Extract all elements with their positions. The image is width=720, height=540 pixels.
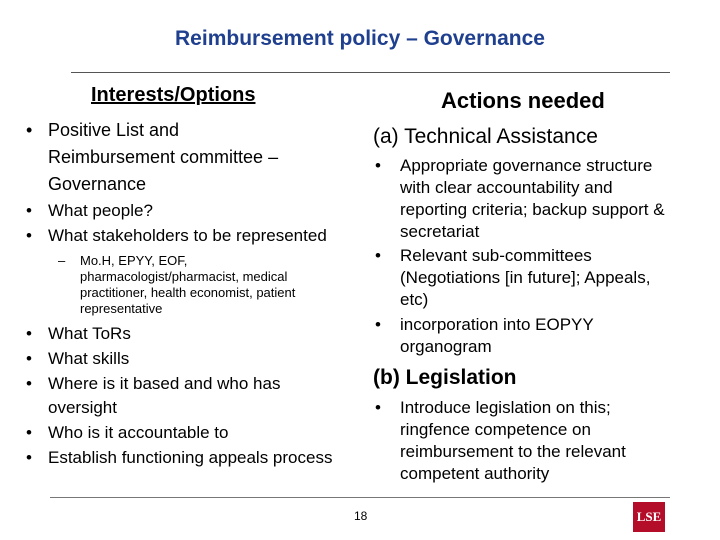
bullet: • — [26, 120, 33, 140]
item-line: ringfence competence on — [400, 420, 591, 439]
page-title: Reimbursement policy – Governance — [175, 27, 545, 50]
item-line: with clear accountability and — [400, 178, 613, 197]
item-line: What stakeholders to be represented — [48, 226, 327, 245]
bullet: • — [26, 349, 32, 368]
bullet: • — [375, 246, 381, 265]
lse-logo: LSE — [633, 502, 665, 532]
bullet: • — [26, 374, 32, 393]
item-line: pharmacologist/pharmacist, medical — [80, 269, 288, 284]
item-line: oversight — [48, 398, 117, 417]
item-line: reimbursement to the relevant — [400, 442, 626, 461]
bullet: • — [375, 315, 381, 334]
bullet: • — [26, 324, 32, 343]
bullet: • — [26, 226, 32, 245]
item-line: (Negotiations [in future]; Appeals, — [400, 268, 651, 287]
item-line: reporting criteria; backup support & — [400, 200, 665, 219]
item-line: Appropriate governance structure — [400, 156, 653, 175]
item-line: What skills — [48, 349, 130, 368]
page-number: 18 — [354, 509, 368, 523]
item-line: organogram — [400, 337, 492, 356]
footer-divider — [50, 497, 670, 498]
item-line: Governance — [48, 174, 147, 194]
item-line: Establish functioning appeals process — [48, 448, 333, 467]
item-line: Positive List and — [48, 120, 180, 140]
bullet: • — [26, 423, 32, 442]
technical-assistance-subheading: (a) Technical Assistance — [373, 125, 598, 148]
bullet: • — [375, 156, 381, 175]
item-line: What people? — [48, 201, 153, 220]
bullet: • — [26, 201, 32, 220]
bullet: • — [375, 398, 381, 417]
bullet: • — [26, 448, 32, 467]
item-line: practitioner, health economist, patient — [80, 285, 296, 300]
item-line: Reimbursement committee – — [48, 147, 279, 167]
interests-options-heading: Interests/Options — [91, 84, 256, 106]
item-line: What ToRs — [48, 324, 131, 343]
item-line: Relevant sub-committees — [400, 246, 592, 265]
item-line: Introduce legislation on this; — [400, 398, 611, 417]
item-line: etc) — [400, 290, 429, 309]
item-line: competent authority — [400, 464, 550, 483]
item-line: Mo.H, EPYY, EOF, — [80, 253, 188, 268]
item-line: Who is it accountable to — [48, 423, 229, 442]
item-line: Where is it based and who has — [48, 374, 281, 393]
dash-bullet: – — [58, 253, 66, 268]
item-line: secretariat — [400, 222, 480, 241]
title-divider — [71, 72, 670, 73]
item-line: representative — [80, 301, 163, 316]
actions-needed-heading: Actions needed — [441, 88, 605, 113]
item-line: incorporation into EOPYY — [400, 315, 594, 334]
legislation-subheading: (b) Legislation — [373, 366, 517, 389]
